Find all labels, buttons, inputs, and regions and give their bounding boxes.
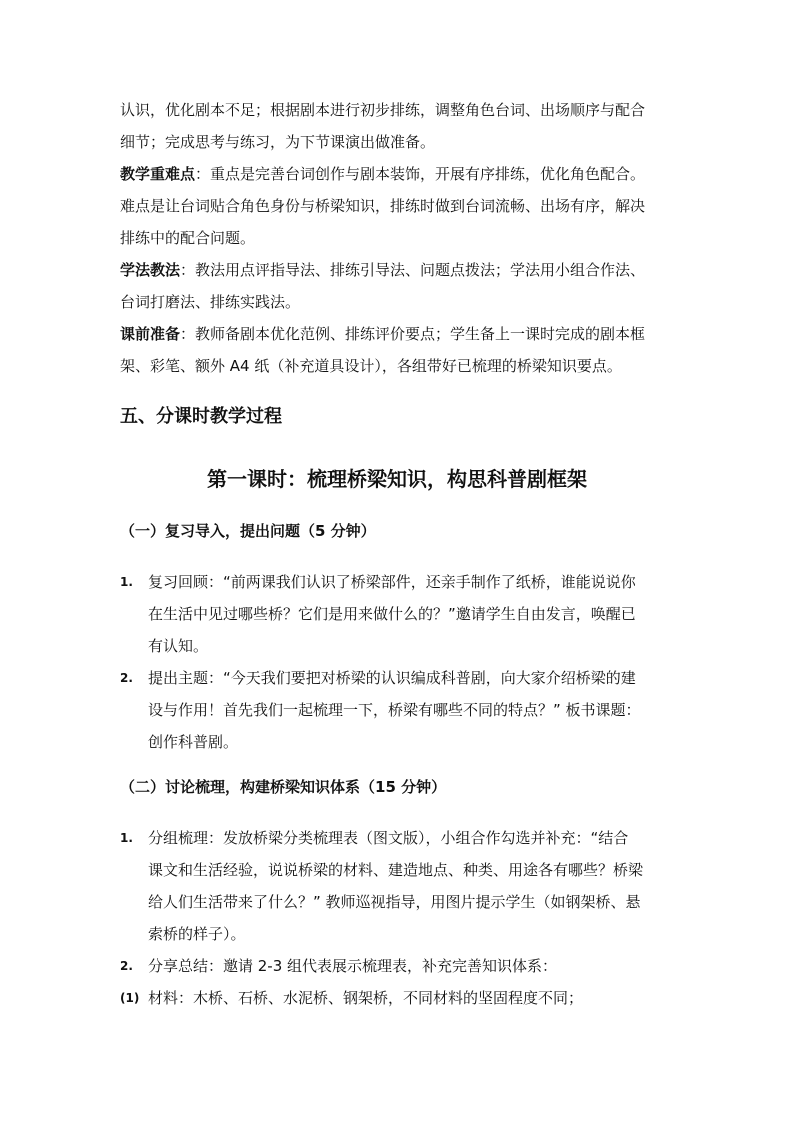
prep-label: 课前准备 bbox=[120, 325, 181, 343]
list-item-row: 设与作用！首先我们一起梳理一下，桥梁有哪些不同的特点？” 板书课题： bbox=[148, 701, 641, 719]
list-item-row: 分享总结：邀请 2-3 组代表展示梳理表，补充完善知识体系： bbox=[148, 957, 558, 975]
methods-line-2: 台词打磨法、排练实践法。 bbox=[120, 293, 301, 311]
part2-list bbox=[120, 822, 690, 1014]
difficulty-label: 教学重难点 bbox=[120, 165, 196, 183]
lesson-title: 第一课时：梳理桥梁知识，构思科普剧框架 bbox=[207, 467, 587, 491]
list-item-row: 分组梳理：发放桥梁分类梳理表（图文版），小组合作勾选并补充：“结合 bbox=[148, 829, 629, 847]
part1-title: （一）复习导入，提出问题（5 分钟） bbox=[120, 522, 376, 540]
list-item-row: 材料：木桥、石桥、水泥桥、钢架桥，不同材料的坚固程度不同； bbox=[148, 989, 584, 1007]
intro-paragraph bbox=[120, 94, 686, 158]
list-item-row: 复习回顾：“前两课我们认识了桥梁部件，还亲手制作了纸桥，谁能说说你 bbox=[148, 573, 636, 591]
difficulty-line-1 bbox=[120, 158, 686, 190]
list-item-row: 提出主题：“今天我们要把对桥梁的认识编成科普剧，向大家介绍桥梁的建 bbox=[148, 669, 636, 687]
list-item bbox=[120, 982, 690, 1014]
methods-line-1 bbox=[120, 254, 686, 286]
part2-title: （二）讨论梳理，构建桥梁知识体系（15 分钟） bbox=[120, 778, 447, 796]
difficulty-paragraph bbox=[120, 158, 686, 254]
list-item-text bbox=[148, 822, 690, 950]
list-item-row: 在生活中见过哪些桥？它们是用来做什么的？”邀请学生自由发言，唤醒已 bbox=[148, 605, 636, 623]
list-item bbox=[120, 662, 690, 758]
difficulty-text: ：重点是完善台词创作与剧本装饰，开展有序排练，优化角色配合。 bbox=[195, 165, 646, 183]
list-item-text bbox=[148, 982, 690, 1014]
part1-list bbox=[120, 566, 690, 758]
intro-line-1: 认识，优化剧本不足；根据剧本进行初步排练，调整角色台词、出场顺序与配合 bbox=[120, 101, 646, 119]
methods-label: 学法教法 bbox=[120, 261, 181, 279]
list-item bbox=[120, 822, 690, 950]
prep-line-1 bbox=[120, 318, 686, 350]
list-item-row: 课文和生活经验，说说桥梁的材料、建造地点、种类、用途各有哪些？桥梁 bbox=[148, 861, 644, 879]
list-item bbox=[120, 950, 690, 982]
list-item-row: 创作科普剧。 bbox=[148, 733, 239, 751]
methods-text: ：教法用点评指导法、排练引导法、问题点拨法；学法用小组合作法、 bbox=[180, 261, 646, 279]
difficulty-line-3: 排练中的配合问题。 bbox=[120, 229, 256, 247]
list-item-text bbox=[148, 566, 690, 662]
list-item-text bbox=[148, 950, 690, 982]
list-item-row: 给人们生活带来了什么？” 教师巡视指导，用图片提示学生（如钢架桥、悬 bbox=[148, 893, 641, 911]
prep-line-2: 架、彩笔、额外 A4 纸（补充道具设计），各组带好已梳理的桥梁知识要点。 bbox=[120, 357, 622, 375]
list-number: 1. bbox=[120, 575, 133, 589]
difficulty-line-2: 难点是让台词贴合角色身份与桥梁知识，排练时做到台词流畅、出场有序，解决 bbox=[120, 197, 646, 215]
list-number: 1. bbox=[120, 831, 133, 845]
prep-text: ：教师备剧本优化范例、排练评价要点；学生备上一课时完成的剧本框 bbox=[180, 325, 646, 343]
list-number: 2. bbox=[120, 671, 133, 685]
methods-paragraph bbox=[120, 254, 686, 318]
list-item bbox=[120, 566, 690, 662]
prep-paragraph bbox=[120, 318, 686, 382]
section-title: 五、分课时教学过程 bbox=[120, 406, 282, 427]
intro-line-2: 细节；完成思考与练习，为下节课演出做准备。 bbox=[120, 133, 436, 151]
list-number: 2. bbox=[120, 959, 133, 973]
list-item-text bbox=[148, 662, 690, 758]
list-item-row: 有认知。 bbox=[148, 637, 209, 655]
list-number: (1) bbox=[120, 991, 140, 1005]
list-item-row: 索桥的样子）。 bbox=[148, 925, 246, 943]
